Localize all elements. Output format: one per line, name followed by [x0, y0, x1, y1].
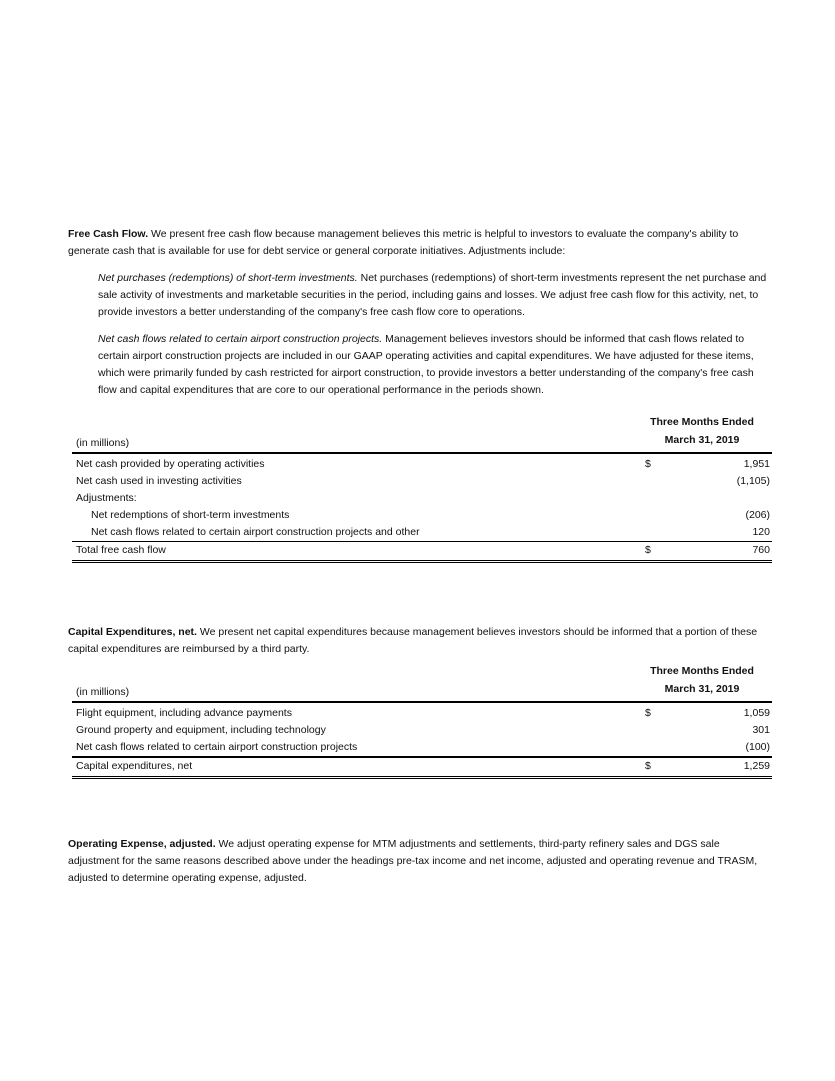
- capex-paragraph: [68, 624, 770, 658]
- period-header-line1: Three Months Ended: [650, 416, 754, 428]
- row-label: Ground property and equipment, including technology: [76, 724, 326, 736]
- period-header-line2: March 31, 2019: [664, 434, 740, 446]
- total-label: Total free cash flow: [76, 544, 166, 556]
- total-label: Capital expenditures, net: [76, 760, 193, 772]
- row-label: Net cash flows related to certain airport construction projects: [76, 741, 358, 753]
- row-value: 120: [752, 526, 770, 538]
- airport-construction-heading: Net cash flows related to certain airport construction projects.: [98, 333, 383, 345]
- currency-symbol: $: [645, 458, 651, 470]
- table-row: [72, 705, 772, 722]
- total-row: [72, 541, 772, 563]
- row-label: Flight equipment, including advance payments: [76, 707, 292, 719]
- table-row: [72, 473, 772, 490]
- currency-symbol: $: [645, 544, 651, 556]
- table-header: [72, 665, 772, 703]
- row-value: (100): [745, 741, 770, 753]
- units-label: (in millions): [76, 437, 130, 449]
- row-label: Net redemptions of short-term investments: [91, 509, 290, 521]
- opex-paragraph: [68, 836, 770, 887]
- table-row: [72, 490, 772, 507]
- row-value: (206): [745, 509, 770, 521]
- period-header-line2: March 31, 2019: [664, 683, 740, 695]
- short-term-investments-heading: Net purchases (redemptions) of short-term investments.: [98, 272, 358, 284]
- total-value: 1,259: [743, 760, 770, 772]
- short-term-investments-paragraph: [98, 270, 770, 321]
- free-cash-flow-heading: Free Cash Flow.: [68, 228, 149, 240]
- table-row: [72, 507, 772, 524]
- short-term-investments-text: Net purchases (redemptions) of short-term investments represent the net purchase and sale activity of investments and marketable securities in the period, including gains and losses. We adjust free cash flow for this activity, net, to provide investors a better understanding of the company's free cash flow core to operations.: [98, 272, 767, 318]
- row-value: 1,951: [743, 458, 770, 470]
- table-row: [72, 524, 772, 541]
- row-label: Net cash flows related to certain airport construction projects and other: [91, 526, 420, 538]
- table-header: [72, 416, 772, 454]
- total-row: [72, 756, 772, 779]
- row-label: Net cash used in investing activities: [76, 475, 242, 487]
- opex-heading: Operating Expense, adjusted.: [68, 838, 216, 850]
- table-row: [72, 739, 772, 756]
- row-label: Net cash provided by operating activities: [76, 458, 265, 470]
- free-cash-flow-paragraph: [68, 226, 770, 260]
- airport-construction-text: Management believes investors should be informed that cash flows related to certain airport construction projects are included in our GAAP operating activities and capital expenditures. We have adjusted for these items, which were primarily funded by cash restricted for airport construction, to provide investors a better understanding of the company's free cash flow and capital expenditures that are core to our operational performance in the periods shown.: [98, 333, 754, 396]
- table-row: [72, 722, 772, 739]
- row-value: 301: [752, 724, 770, 736]
- capex-text: We present net capital expenditures because management believes investors should be informed that a portion of these capital expenditures are reimbursed by a third party.: [68, 626, 758, 655]
- total-value: 760: [752, 544, 770, 556]
- currency-symbol: $: [645, 760, 651, 772]
- free-cash-flow-text: We present free cash flow because management believes this metric is helpful to investors to evaluate the company's ability to generate cash that is available for use for debt service or general corporate initiatives. Adjustments include:: [68, 228, 739, 257]
- airport-construction-paragraph: [98, 331, 770, 399]
- row-label: Adjustments:: [76, 492, 137, 504]
- row-value: (1,105): [736, 475, 770, 487]
- opex-text: We adjust operating expense for MTM adjustments and settlements, third-party refinery sales and DGS sale adjustment for the same reasons described above under the headings pre-tax income and net income, adjusted and operating revenue and TRASM, adjusted to determine operating expense, adjusted.: [68, 838, 758, 884]
- free-cash-flow-table: [72, 416, 772, 563]
- table-row: [72, 456, 772, 473]
- capex-table: [72, 665, 772, 779]
- units-label: (in millions): [76, 686, 130, 698]
- row-value: 1,059: [743, 707, 770, 719]
- capex-heading: Capital Expenditures, net.: [68, 626, 197, 638]
- period-header-line1: Three Months Ended: [650, 665, 754, 677]
- currency-symbol: $: [645, 707, 651, 719]
